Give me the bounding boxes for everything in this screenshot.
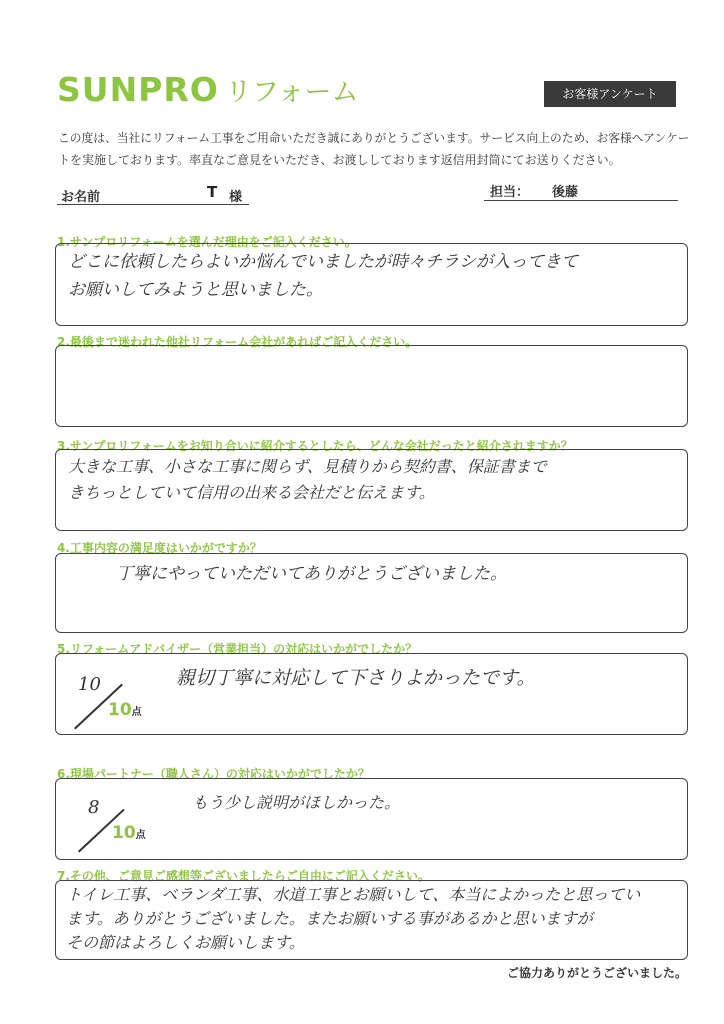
answer-3-line-2: きちっとしていて信用の出来る会社だと伝えます。 [68,483,435,502]
intro-text [58,127,688,171]
score-6-max [112,823,146,843]
score-6-value: 8 [88,797,100,818]
question-2-label: 2.最後まで迷われた他社リフォーム会社があればご記入ください。 [57,335,418,349]
name-label: お名前 [61,190,101,205]
score-6-max-value: 10 [112,823,136,843]
answer-5-line-1: 親切丁寧に対応して下さりよかったです。 [176,667,536,689]
answer-box-7 [55,880,688,960]
question-3-label: 3.サンプロリフォームをお知り合いに紹介するとしたら、どんな会社だったと紹介されますか？ [57,439,573,453]
staff-value: 後藤 [552,185,579,200]
staff-label: 担当： [490,185,530,200]
intro-line-1: この度は、当社にリフォーム工事をご用命いただき誠にありがとうございます。サービス向上のため、お客様へアンケー [58,131,690,145]
answer-box-4 [55,553,688,633]
question-1-label: 1.サンプロリフォームを選んだ理由をご記入ください。 [57,235,357,249]
answer-6-line-1: もう少し説明がほしかった。 [192,793,401,812]
answer-box-6 [55,778,688,860]
score-5-max [108,700,142,720]
score-5-value: 10 [78,674,101,695]
question-4-label: 4.工事内容の満足度はいかがですか？ [57,541,262,555]
survey-badge: お客様アンケート [544,81,676,107]
name-field [57,182,249,205]
answer-box-1 [55,243,688,326]
logo-brand: SUNPRO [57,70,219,109]
sunpro-logo [57,70,359,109]
logo-sub: リフォーム [224,77,359,108]
name-value: T [207,183,218,201]
answer-7-line-1: トイレ工事、ベランダ工事、水道工事とお願いして、本当によかったと思ってい [66,885,641,904]
question-5-label: 5.リフォームアドバイザー（営業担当）の対応はいかがでしたか？ [57,642,418,656]
answer-box-3 [55,449,688,531]
intro-line-2: トを実施しております。率直なご意見をいただき、お渡ししております返信用封筒にてお送りください。 [58,153,621,167]
answer-1-line-2: お願いしてみようと思いました。 [68,280,323,300]
footer-thanks: ご協力ありがとうございました。 [507,966,688,980]
answer-4-line-1: 丁寧にやっていただいてありがとうございました。 [116,564,507,584]
staff-field [484,178,678,201]
answer-3-line-1: 大きな工事、小さな工事に関らず、見積りから契約書、保証書まで [68,457,547,476]
score-5-max-value: 10 [108,700,132,720]
answer-7-line-3: その節はよろしくお願いします。 [66,933,305,952]
answer-box-2 [55,345,688,427]
answer-1-line-1: どこに依頼したらよいか悩んでいましたが時々チラシが入ってきて [68,252,578,272]
question-7-label: 7.その他、ご意見ご感想等ございましたらご自由にご記入ください。 [57,869,430,883]
answer-7-line-2: ます。ありがとうございました。またお願いする事があるかと思いますが [66,909,593,928]
score-5-unit: 点 [131,707,142,718]
score-6-unit: 点 [135,830,146,841]
answer-box-5 [55,653,688,735]
question-6-label: 6.現場パートナー（職人さん）の対応はいかがでしたか？ [57,767,370,781]
name-honorific: 様 [229,190,243,205]
